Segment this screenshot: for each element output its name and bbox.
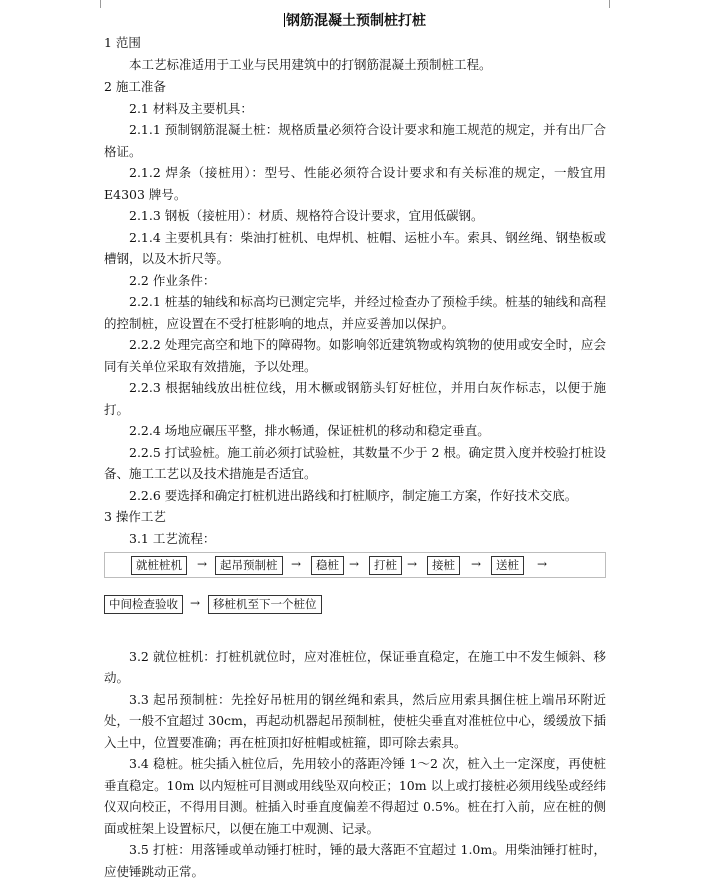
flow-arrow-6: → (537, 556, 547, 573)
paragraph: 2.2.5 打试验桩。施工前必须打试验桩，其数量不少于 2 根。确定贯入度并校验打桩设备、施工工艺以及技术措施是否适宜。 (104, 442, 606, 485)
paragraph: 2.1.1 预制钢筋混凝土桩：规格质量必须符合设计要求和施工规范的规定，并有出厂合格证。 (104, 119, 606, 162)
flow-arrow-3: → (349, 556, 359, 573)
paragraph: 2.2 作业条件： (104, 270, 606, 292)
page-corner-mark-right (609, 0, 610, 8)
section-heading: 2 施工准备 (104, 76, 606, 98)
paragraph: 本工艺标准适用于工业与民用建筑中的打钢筋混凝土预制桩工程。 (104, 54, 606, 76)
flow-step-7: 中间检查验收 (104, 595, 183, 614)
document-title (104, 10, 606, 32)
text-cursor (284, 13, 285, 27)
page-corner-mark-left (100, 0, 101, 8)
paragraph: 3.3 起吊预制桩：先拴好吊桩用的钢丝绳和索具，然后应用索具捆住桩上端吊环附近处，一般不宜超过 30cm，再起动机器起吊预制桩，使桩尖垂直对准桩位中心，缓缓放下插入土中，位置要准确；再在桩顶扣好桩帽或桩箍，即可除去索具。 (104, 689, 606, 754)
paragraph: 3.2 就位桩机：打桩机就位时，应对准桩位，保证垂直稳定，在施工中不发生倾斜、移动。 (104, 646, 606, 689)
flow-arrow-7: → (190, 595, 200, 612)
paragraph: 2.2.4 场地应碾压平整，排水畅通，保证桩机的移动和稳定垂直。 (104, 420, 606, 442)
flow-arrow-1: → (197, 556, 207, 573)
paragraph: 2.1 材料及主要机具： (104, 98, 606, 120)
sections-after-flow (104, 646, 606, 882)
paragraph: 2.1.2 焊条（接桩用）：型号、性能必须符合设计要求和有关标准的规定，一般宜用 E4303 牌号。 (104, 162, 606, 205)
flow-arrow-4: → (407, 556, 417, 573)
process-flow-row-2 (104, 592, 606, 616)
flow-arrow-2: → (291, 556, 301, 573)
paragraph: 3.4 稳桩。桩尖插入桩位后，先用较小的落距冷锤 1～2 次，桩入土一定深度，再使桩垂直稳定。10m 以内短桩可目测或用线坠双向校正；10m 以上或打接桩必须用线坠或经纬仪双向校正，不得用目测。桩插入时垂直度偏差不得超过 0.5%。桩在打入前，应在桩的侧面或桩架上设置标尺，以便在施工中观测、记录。 (104, 753, 606, 839)
flow-step-6: 送桩 (491, 556, 524, 575)
paragraph: 2.2.3 根据轴线放出桩位线，用木橛或钢筋头钉好桩位，并用白灰作标志，以便于施打。 (104, 377, 606, 420)
paragraph: 2.2.2 处理完高空和地下的障碍物。如影响邻近建筑物或构筑物的使用或安全时，应会同有关单位采取有效措施，予以处理。 (104, 334, 606, 377)
flow-step-3: 稳桩 (311, 556, 344, 575)
flow-step-4: 打桩 (369, 556, 402, 575)
flow-step-2: 起吊预制桩 (215, 556, 283, 575)
process-flow-row-1 (104, 552, 606, 578)
flow-step-8: 移桩机至下一个桩位 (208, 595, 322, 614)
paragraph: 2.1.3 钢板（接桩用）：材质、规格符合设计要求，宜用低碳钢。 (104, 205, 606, 227)
section-heading: 3 操作工艺 (104, 506, 606, 528)
paragraph: 2.2.6 要选择和确定打桩机进出路线和打桩顺序，制定施工方案，作好技术交底。 (104, 485, 606, 507)
sections-before-flow (104, 32, 606, 550)
paragraph: 3.5 打桩：用落锤或单动锤打桩时，锤的最大落距不宜超过 1.0m。用柴油锤打桩时，应使锤跳动正常。 (104, 839, 606, 882)
section-heading: 1 范围 (104, 32, 606, 54)
paragraph: 2.1.4 主要机具有：柴油打桩机、电焊机、桩帽、运桩小车。索具、钢丝绳、钢垫板或槽钢，以及木折尺等。 (104, 227, 606, 270)
document-page (104, 10, 606, 882)
flow-step-5: 接桩 (427, 556, 460, 575)
paragraph: 2.2.1 桩基的轴线和标高均已测定完毕，并经过检查办了预检手续。桩基的轴线和高程的控制桩，应设置在不受打桩影响的地点，并应妥善加以保护。 (104, 291, 606, 334)
paragraph: 3.1 工艺流程： (104, 528, 606, 550)
flow-arrow-5: → (471, 556, 481, 573)
document-title-text: 钢筋混凝土预制桩打桩 (286, 13, 426, 29)
flow-step-1: 就桩桩机 (131, 556, 187, 575)
